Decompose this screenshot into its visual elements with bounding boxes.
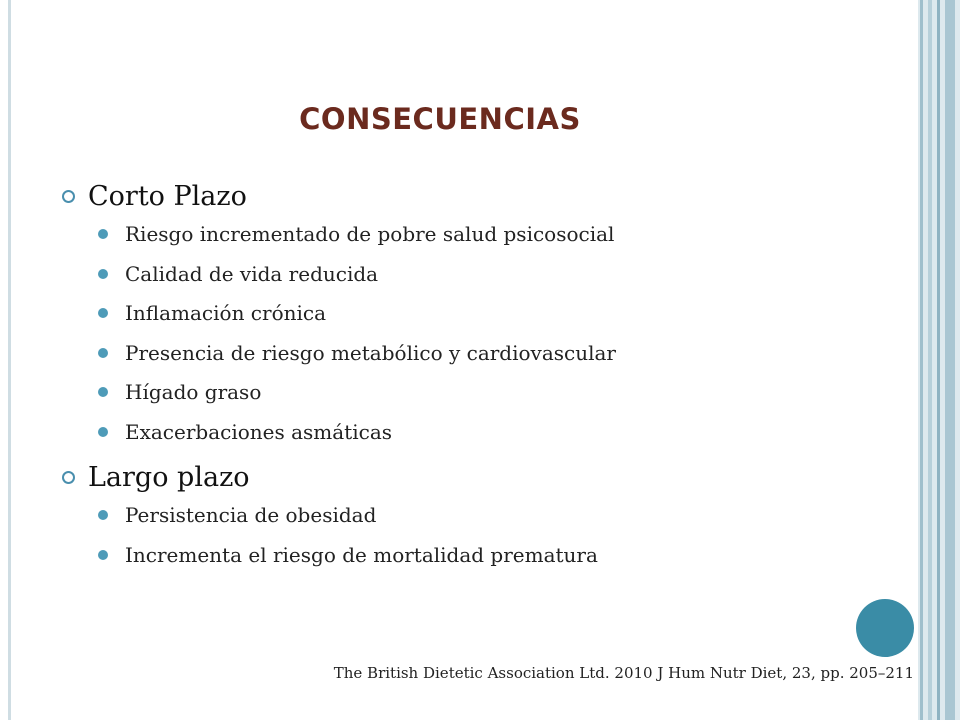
list-item-text: Presencia de riesgo metabólico y cardiovascular	[125, 340, 616, 365]
dot-bullet-icon	[98, 229, 108, 239]
list-item	[60, 418, 900, 458]
list-item	[60, 220, 900, 260]
list-item-text: Calidad de vida reducida	[125, 261, 379, 286]
list-item	[60, 260, 900, 300]
list-item	[60, 501, 900, 541]
list-item-text: Inflamación crónica	[125, 301, 327, 325]
section-heading-long-term	[60, 461, 900, 501]
list-item	[60, 378, 900, 418]
dot-bullet-icon	[98, 269, 108, 279]
band-stripe	[945, 0, 955, 720]
slide-title: CONSECUENCIAS	[299, 102, 581, 136]
dot-bullet-icon	[98, 427, 108, 437]
list-item	[60, 541, 900, 581]
ring-bullet-icon	[62, 471, 75, 484]
list-item-text: Hígado graso	[125, 380, 262, 404]
list-item-text: Persistencia de obesidad	[125, 503, 377, 527]
band-stripe	[928, 0, 932, 720]
list-item-text: Riesgo incrementado de pobre salud psicosocial	[125, 222, 615, 246]
section-heading-short-term	[60, 180, 900, 220]
ring-bullet-icon	[62, 190, 75, 203]
right-decorative-band	[918, 0, 960, 720]
band-stripe	[920, 0, 923, 720]
list-item	[60, 299, 900, 339]
dot-bullet-icon	[98, 550, 108, 560]
section-heading-text: Largo plazo	[88, 462, 250, 493]
dot-bullet-icon	[98, 510, 108, 520]
section-heading-text: Corto Plazo	[88, 181, 247, 212]
citation-text: The British Dietetic Association Ltd. 2010 J Hum Nutr Diet, 23, pp. 205–211	[333, 664, 914, 682]
band-stripe	[937, 0, 940, 720]
list-item	[60, 339, 900, 379]
dot-bullet-icon	[98, 387, 108, 397]
dot-bullet-icon	[98, 348, 108, 358]
list-item-text: Exacerbaciones asmáticas	[125, 419, 393, 444]
slide-content	[60, 180, 900, 580]
decorative-circle	[856, 599, 914, 657]
list-item-text: Incrementa el riesgo de mortalidad prematura	[125, 542, 598, 567]
dot-bullet-icon	[98, 308, 108, 318]
